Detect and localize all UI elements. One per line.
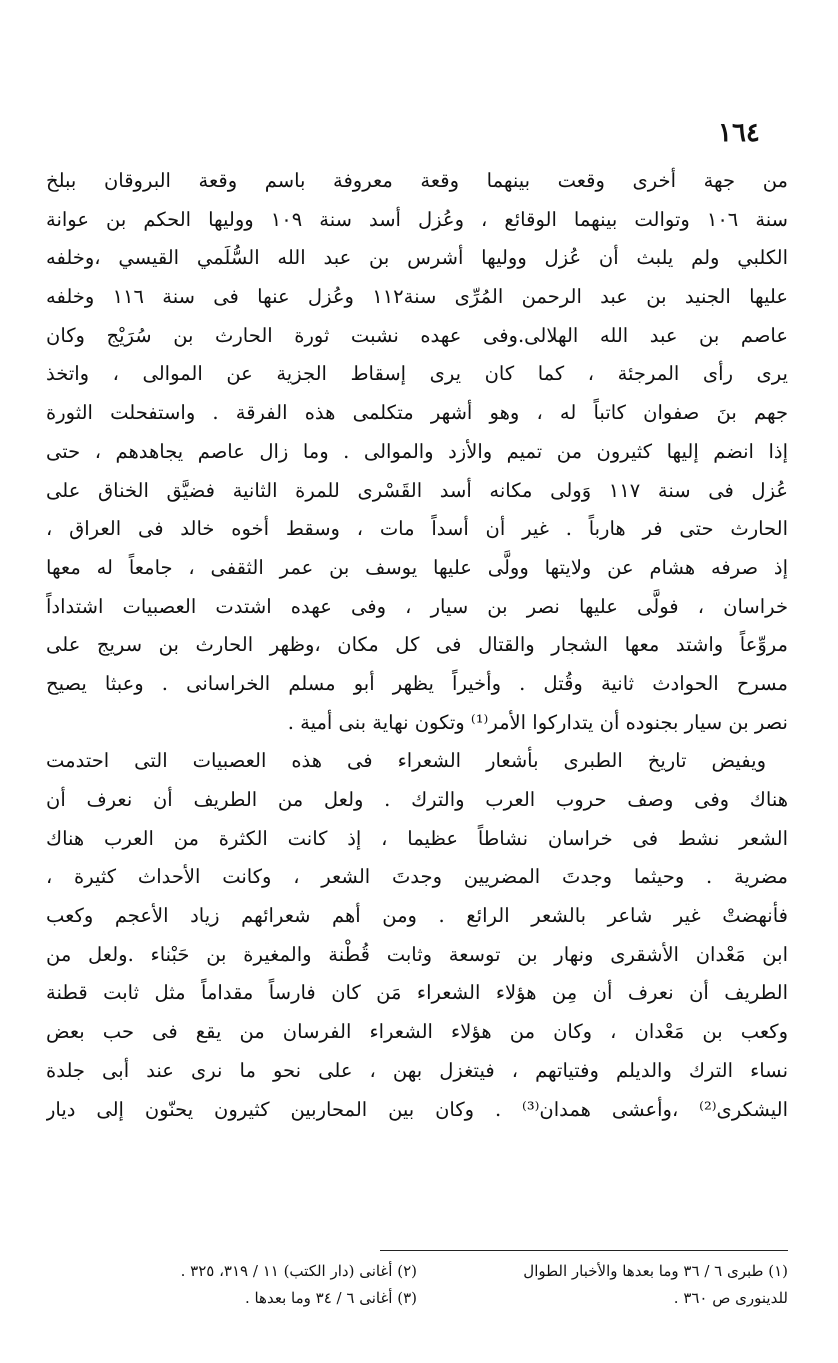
footnote-divider [380, 1250, 788, 1251]
text-line: إذ صرفه هشام عن ولايتها وولَّى عليها يوسف بن عمر الثقفى ، جامعاً له معها [46, 555, 788, 579]
footnote-row [46, 1285, 788, 1312]
text-line: هناك وفى وصف حروب العرب والترك . ولعل من الطريف أن نعرف أن [46, 788, 788, 811]
text-line: من جهة أخرى وقعت بينهما وقعة معروفة باسم وقعة البروقان ببلخ [46, 169, 788, 192]
text-line: الكلبي ولم يلبث أن عُزل ووليها أشرس بن عبد الله السُّلَمي القيسي ،وخلفه [46, 246, 788, 270]
body-text [46, 162, 788, 1129]
text-line: إذا انضم إليها كثيرون من تميم والأزد والموالى . وما زال عاصم يجاهدهم ، حتى [46, 439, 788, 463]
text-line: جهم بنَ صفوان كاتباً له ، وهو أشهر متكلمى هذه الفرقة . واستفحلت الثورة [46, 401, 788, 425]
footnotes [46, 1258, 788, 1312]
text-line: سنة ١٠٦ وتوالت بينهما الوقائع ، وعُزل أسد سنة ١٠٩ ووليها الحكم بن عوانة [46, 207, 788, 231]
text-line: خراسان ، فولَّى عليها نصر بن سيار ، وفى عهده اشتدت العصبيات اشتداداً [46, 594, 788, 618]
page-number: ١٦٤ [718, 118, 760, 148]
text-line: اليشكرى⁽²⁾ ،وأعشى همدان⁽³⁾ . وكان بين المحاربين كثيرون يحنّون إلى ديار [46, 1097, 788, 1121]
text-line: فأنهضتْ غير شاعر بالشعر الرائع . ومن أهم شعرائهم زياد الأعجم وكعب [46, 904, 788, 928]
text-line: عاصم بن عبد الله الهلالى.وفى عهده نشبت ثورة الحارث بن سُرَيْج وكان [46, 323, 788, 347]
text-line: الشعر نشط فى خراسان نشاطاً عظيما ، إذ كانت الكثرة من العرب هناك [46, 826, 788, 850]
text-line: مروِّعاً واشتد معها الشجار والقتال فى كل مكان ،وظهر الحارث بن سريج على [46, 633, 788, 657]
text-line: مسرح الحوادث ثانية وقُتل . وأخيراً يظهر أبو مسلم الخراسانى . وعبثا يصيح [46, 671, 788, 695]
paragraph-end-line: نصر بن سيار بجنوده أن يتداركوا الأمر⁽¹⁾ وتكون نهاية بنى أمية . [287, 710, 788, 734]
text-line: عليها الجنيد بن عبد الرحمن المُرِّى سنة١١٢ وعُزل عنها فى سنة ١١٦ وخلفه [46, 285, 788, 309]
text-line: ابن مَعْدان الأشقرى ونهار بن توسعة وثابت قُطْنة والمغيرة بن حَبْناء .ولعل من [46, 942, 788, 966]
text-line: عُزل فى سنة ١١٧ وَولى مكانه أسد القَسْرى للمرة الثانية فضيَّق الخناق على [46, 478, 788, 502]
footnote-3: (٣) أغانى ٦ / ٣٤ وما بعدها . [244, 1289, 417, 1307]
footnote-2: (٢) أغانى (دار الكتب) ١١ / ٣١٩، ٣٢٥ . [180, 1262, 417, 1280]
text-line: الطريف أن نعرف أن مِن هؤلاء الشعراء مَن كان فارساً مقداماً مثل ثابت قطنة [46, 981, 788, 1005]
text-line: نساء الترك والديلم وفتياتهم ، فيتغزل بهن ، على نحو ما نرى عند أبى جلدة [46, 1058, 788, 1082]
footnote-1-continued: للدينورى ص ٣٦٠ . [673, 1289, 788, 1307]
footnote-row [46, 1258, 788, 1285]
footnote-1: (١) طبرى ٦ / ٣٦ وما بعدها والأخبار الطوال [523, 1262, 788, 1280]
paragraph-start-line: ويفيض تاريخ الطبرى بأشعار الشعراء فى هذه العصبيات التى احتدمت [46, 749, 766, 773]
text-line: وكعب بن مَعْدان ، وكان من هؤلاء الشعراء الفرسان من يقع فى حب بعض [46, 1020, 788, 1044]
text-line: مضرية . وحيثما وجدتَ المضريين وجدتَ الشعر ، وكانت الأحداث كثيرة ، [46, 865, 788, 889]
text-line: يرى رأى المرجئة ، كما كان يرى إسقاط الجزية عن الموالى ، واتخذ [46, 362, 788, 386]
text-line: الحارث حتى فر هارباً . غير أن أسداً مات ، وسقط أخوه خالد فى العراق ، [46, 517, 788, 541]
